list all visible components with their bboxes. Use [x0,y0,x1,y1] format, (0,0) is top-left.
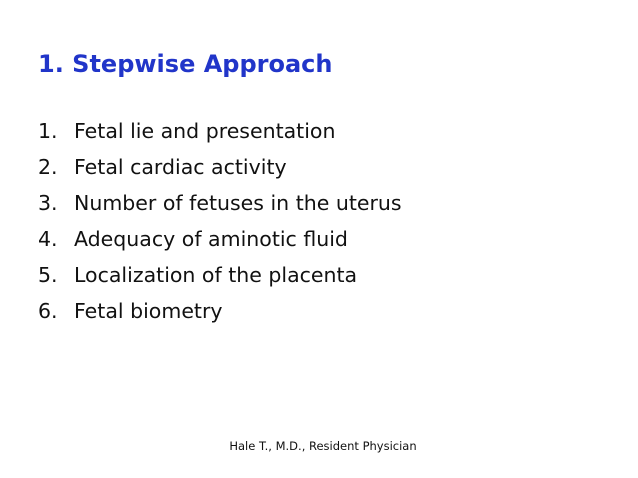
list-item-text: Fetal lie and presentation [74,119,336,143]
list-item-number: 3. [38,191,58,215]
list-item-text: Localization of the placenta [74,263,358,287]
list-item [38,221,402,257]
list-item-number: 4. [38,227,58,251]
list-item-text: Number of fetuses in the uterus [74,191,402,215]
list-item [38,149,402,185]
list-item-text: Adequacy of aminotic fluid [74,227,348,251]
list-item-text: Fetal cardiac activity [74,155,287,179]
approach-list [38,113,402,329]
slide-title: 1. Stepwise Approach [38,50,333,78]
list-item [38,113,402,149]
list-item-number: 5. [38,263,58,287]
list-item-number: 1. [38,119,58,143]
list-item-number: 6. [38,299,58,323]
list-item [38,185,402,221]
list-item-number: 2. [38,155,58,179]
slide-footer: Hale T., M.D., Resident Physician [229,439,417,453]
list-item-text: Fetal biometry [74,299,223,323]
list-item [38,257,402,293]
list-item [38,293,402,329]
